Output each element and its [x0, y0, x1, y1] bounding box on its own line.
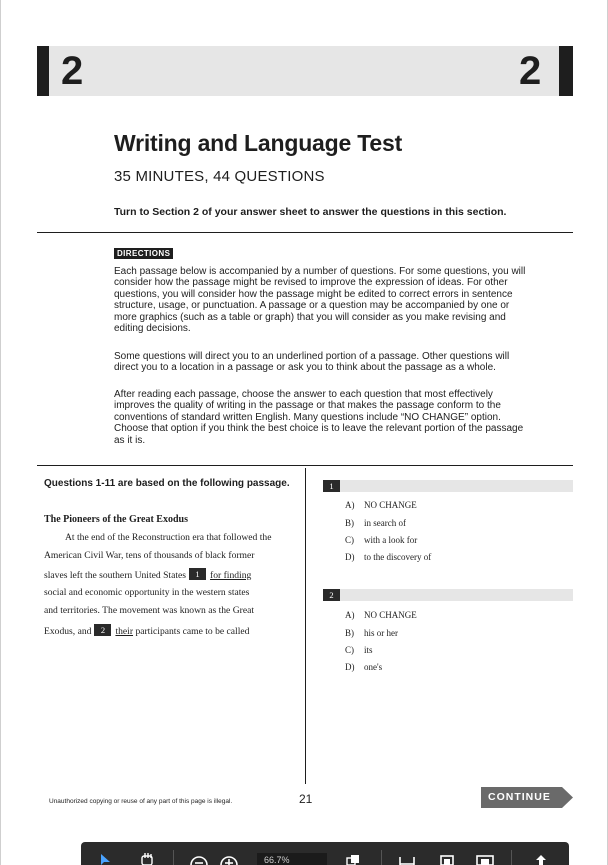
question-number-2: 2 [323, 589, 340, 601]
copyright-notice: Unauthorized copying or reuse of any part of this page is illegal. [49, 798, 233, 805]
toolbar-separator [173, 850, 174, 865]
section-header-right-bar [559, 46, 573, 96]
passage-text: and territories. The movement was known as the Great [44, 605, 255, 616]
zoom-out-icon[interactable] [189, 842, 209, 865]
option-text: in search of [364, 518, 406, 528]
column-divider [305, 468, 306, 784]
toolbar-separator [381, 850, 382, 865]
passage-line [44, 605, 254, 616]
directions-tag: DIRECTIONS [114, 248, 173, 259]
test-title: Writing and Language Test [114, 130, 403, 156]
question-marker-2[interactable]: 2 [94, 624, 111, 636]
option-letter: C) [345, 535, 354, 545]
option-letter: C) [345, 645, 354, 655]
present-icon[interactable] [475, 842, 495, 865]
passage-text: At the end of the Reconstruction era that followed the [65, 532, 272, 543]
answer-sheet-instruction: Turn to Section 2 of your answer sheet to answer the questions in this section. [114, 206, 507, 218]
directions-top-rule [37, 232, 573, 233]
answer-option[interactable] [345, 518, 406, 528]
option-letter: A) [345, 500, 355, 510]
option-letter: B) [345, 518, 354, 528]
continue-label: CONTINUE [488, 791, 551, 803]
answer-option[interactable] [345, 500, 417, 510]
question-header-bar [323, 589, 573, 601]
fit-width-icon[interactable] [397, 842, 417, 865]
option-text: with a look for [364, 535, 418, 545]
passage-text: slaves left the southern United States [44, 570, 187, 581]
passage-text: Exodus, and [44, 626, 92, 637]
directions-paragraph: After reading each passage, choose the answer to each question that most effectively improves the quality of writing in the passage or that makes the passage conform to the conventions of standard written English. Many questions include “NO CHANGE” option. Choose that option if you think the best choice is to leave the relevant portion of the passage as it is. [114, 389, 524, 446]
option-letter: A) [345, 610, 355, 620]
option-text: NO CHANGE [364, 610, 417, 620]
passage-line [44, 587, 249, 598]
answer-option[interactable] [345, 535, 417, 545]
option-text: NO CHANGE [364, 500, 417, 510]
underlined-portion-2[interactable]: their [115, 626, 134, 637]
share-icon[interactable] [531, 842, 551, 865]
directions-paragraph: Some questions will direct you to an underlined portion of a passage. Other questions will direct you to a location in a passage or ask you to think about the passage as a whole. [114, 351, 510, 374]
copy-icon[interactable] [343, 842, 363, 865]
test-subtitle: 35 MINUTES, 44 QUESTIONS [114, 168, 325, 185]
viewer-toolbar [81, 842, 569, 865]
passage-line [44, 550, 254, 561]
zoom-level-field[interactable]: 66.7% [257, 853, 327, 865]
passage-intro: Questions 1-11 are based on the following passage. [44, 478, 290, 489]
zoom-in-icon[interactable] [219, 842, 239, 865]
answer-option[interactable] [345, 552, 431, 562]
passage-text: American Civil War, tens of thousands of black former [44, 550, 255, 561]
answer-option[interactable] [345, 628, 398, 638]
section-number-left: 2 [61, 49, 84, 93]
option-letter: B) [345, 628, 354, 638]
passage-title: The Pioneers of the Great Exodus [44, 514, 188, 525]
option-text: to the discovery of [364, 552, 432, 562]
answer-option[interactable] [345, 610, 417, 620]
toolbar-separator [511, 850, 512, 865]
option-text: its [364, 645, 373, 655]
passage-line [44, 568, 251, 581]
underlined-portion-1[interactable]: for finding [210, 570, 252, 581]
question-marker-1[interactable]: 1 [189, 568, 206, 580]
option-letter: D) [345, 552, 355, 562]
cursor-icon[interactable] [95, 842, 115, 865]
answer-option[interactable] [345, 645, 373, 655]
passage-line [65, 532, 271, 543]
question-header-bar [323, 480, 573, 492]
question-number-1: 1 [323, 480, 340, 492]
option-text: his or her [364, 628, 398, 638]
hand-icon[interactable] [137, 842, 157, 865]
directions-bottom-rule [37, 465, 573, 466]
passage-line [44, 624, 249, 637]
answer-option[interactable] [345, 662, 382, 672]
option-letter: D) [345, 662, 355, 672]
continue-button[interactable] [481, 787, 573, 808]
section-header-left-bar [37, 46, 49, 96]
page-number: 21 [299, 792, 313, 806]
section-number-right: 2 [519, 49, 542, 93]
passage-text: social and economic opportunity in the western states [44, 587, 250, 598]
directions-paragraph: Each passage below is accompanied by a number of questions. For some questions, you will consider how the passage might be revised to improve the expression of ideas. For other questions, you will consider how the passage might be edited to correct errors in sentence structure, usage, or punctuation. A passage or a question may be accompanied by one or more graphics (such as a table or graph) that you will consider as you make revising and editing decisions. [114, 266, 526, 335]
section-header-band [37, 46, 573, 96]
fit-page-icon[interactable] [437, 842, 457, 865]
passage-text: participants came to be called [135, 626, 250, 637]
option-text: one's [364, 662, 383, 672]
